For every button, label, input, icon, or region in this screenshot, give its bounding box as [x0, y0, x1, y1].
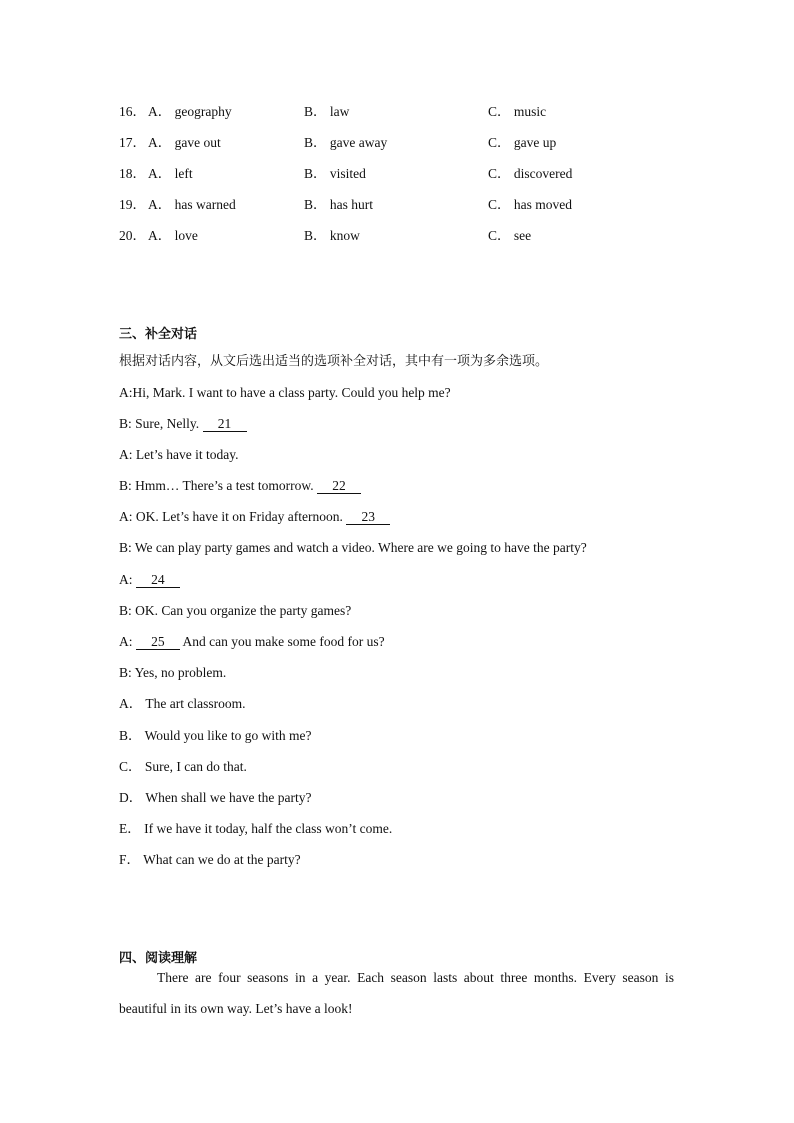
- dialogue-text-after: And can you make some food for us?: [179, 634, 385, 649]
- option-c: C． see: [488, 228, 532, 243]
- dialogue-text: B: Sure, Nelly.: [119, 416, 203, 431]
- option-c: C． has moved: [488, 197, 572, 212]
- choice-a: A． The art classroom.: [119, 696, 246, 711]
- reading-paragraph: There are four seasons in a year. Each season lasts about three months. Every season is beautiful in its own way. Let’s have a look!: [119, 970, 674, 1016]
- answer-blank-22[interactable]: 22: [317, 479, 361, 494]
- dialogue-text: A: OK. Let’s have it on Friday afternoon.: [119, 509, 347, 524]
- dialogue-line: [119, 509, 390, 525]
- question-number: 19．: [119, 197, 146, 212]
- section-4-heading: 四、阅读理解: [119, 951, 198, 966]
- question-number: 20．: [119, 228, 146, 243]
- choice-f: F． What can we do at the party?: [119, 852, 301, 867]
- option-a: A． love: [148, 228, 198, 243]
- choice-e: E． If we have it today, half the class won’t come.: [119, 821, 393, 836]
- question-number: 18．: [119, 166, 146, 181]
- option-b: B． has hurt: [304, 197, 373, 212]
- option-c: C． discovered: [488, 166, 573, 181]
- dialogue-line: [119, 416, 247, 432]
- dialogue-line: B: OK. Can you organize the party games?: [119, 603, 352, 618]
- answer-blank-23[interactable]: 23: [346, 510, 390, 525]
- option-a: A． left: [148, 166, 193, 181]
- dialogue-text: A:: [119, 572, 136, 587]
- dialogue-line: [119, 572, 180, 588]
- dialogue-line: B: Yes, no problem.: [119, 665, 227, 680]
- answer-blank-24[interactable]: 24: [136, 573, 180, 588]
- section-3-instruction: 根据对话内容，从文后选出适当的选项补全对话，其中有一项为多余选项。: [119, 354, 549, 369]
- section-3-heading: 三、补全对话: [119, 327, 198, 342]
- option-b: B． visited: [304, 166, 366, 181]
- option-a: A． gave out: [148, 135, 221, 150]
- choice-b: B． Would you like to go with me?: [119, 728, 312, 743]
- dialogue-line: A:Hi, Mark. I want to have a class party. Could you help me?: [119, 385, 451, 400]
- choice-d: D． When shall we have the party?: [119, 790, 312, 805]
- answer-blank-25[interactable]: 25: [136, 635, 180, 650]
- dialogue-line: A: Let’s have it today.: [119, 447, 239, 462]
- dialogue-line: B: We can play party games and watch a video. Where are we going to have the party?: [119, 540, 587, 555]
- option-a: A． geography: [148, 104, 232, 119]
- answer-blank-21[interactable]: 21: [203, 417, 247, 432]
- option-c: C． gave up: [488, 135, 557, 150]
- question-number: 16．: [119, 104, 146, 119]
- choice-c: C． Sure, I can do that.: [119, 759, 247, 774]
- question-number: 17．: [119, 135, 146, 150]
- option-c: C． music: [488, 104, 547, 119]
- option-b: B． law: [304, 104, 350, 119]
- dialogue-line: [119, 478, 361, 494]
- dialogue-text: B: Hmm… There’s a test tomorrow.: [119, 478, 317, 493]
- dialogue-line: [119, 634, 385, 650]
- dialogue-text: A:: [119, 634, 136, 649]
- option-b: B． know: [304, 228, 360, 243]
- option-a: A． has warned: [148, 197, 236, 212]
- option-b: B． gave away: [304, 135, 388, 150]
